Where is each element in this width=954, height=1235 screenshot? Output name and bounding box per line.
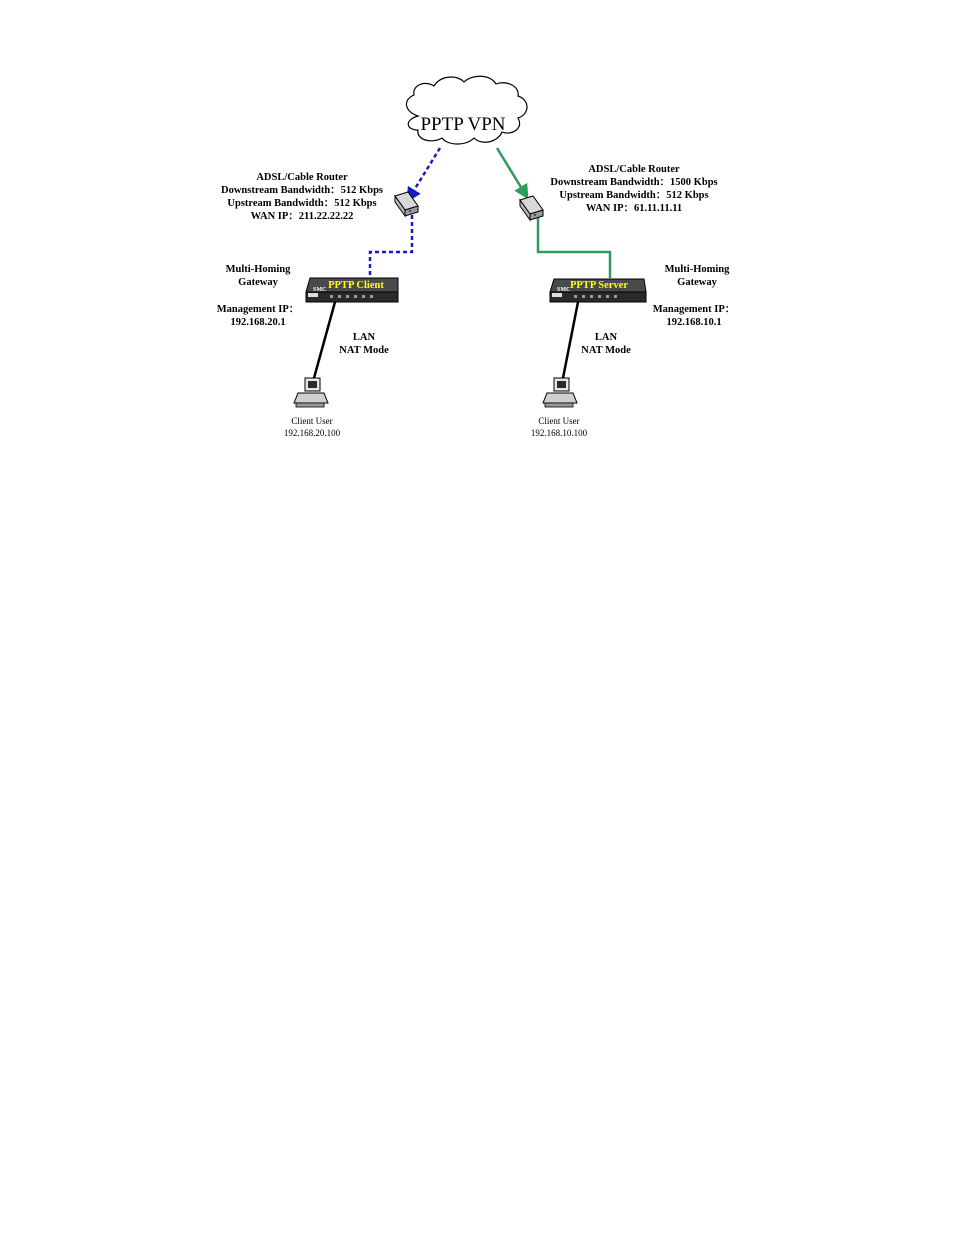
left-gateway-brand: SMC — [313, 287, 327, 293]
left-gateway-name-line2: Gateway — [238, 277, 278, 288]
right-gateway — [550, 264, 735, 328]
left-gateway-name-line1: Multi-Homing — [225, 264, 291, 275]
right-router — [520, 164, 718, 220]
right-gateway-name-line2: Gateway — [677, 277, 717, 288]
left-gateway-mgmt-label: Management IP： — [216, 304, 300, 315]
right-gateway-brand: SMC — [557, 287, 571, 293]
right-client-label: Client User — [538, 416, 580, 426]
left-client-ip: 192.168.20.100 — [283, 428, 341, 438]
left-lan-line2: NAT Mode — [339, 345, 389, 356]
right-router-wan-ip: WAN IP：61.11.11.11 — [585, 203, 683, 214]
computer-icon — [543, 378, 577, 407]
right-router-title: ADSL/Cable Router — [588, 164, 680, 175]
right-lan-line1: LAN — [594, 332, 618, 343]
computer-icon — [294, 378, 328, 407]
left-client-label: Client User — [291, 416, 333, 426]
left-lan-cable — [314, 302, 335, 378]
left-router — [221, 172, 418, 222]
left-lan-line1: LAN — [352, 332, 376, 343]
left-gateway-mgmt-ip: 192.168.20.1 — [230, 317, 286, 328]
left-gateway-badge: PPTP Client — [328, 280, 384, 291]
right-lan-line2: NAT Mode — [581, 345, 631, 356]
left-router-wan-ip: WAN IP：211.22.22.22 — [250, 211, 354, 222]
right-router-upstream: Upstream Bandwidth：512 Kbps — [559, 190, 709, 201]
router-icon — [395, 192, 418, 216]
right-router-downstream: Downstream Bandwidth：1500 Kbps — [550, 177, 718, 188]
left-client — [284, 378, 341, 438]
right-gateway-mgmt-label: Management IP： — [652, 304, 736, 315]
vpn-cloud — [406, 76, 527, 144]
right-gateway-name-line1: Multi-Homing — [664, 264, 730, 275]
right-gateway-badge: PPTP Server — [569, 280, 629, 291]
right-gateway-mgmt-ip: 192.168.10.1 — [666, 317, 722, 328]
cloud-label: PPTP VPN — [420, 114, 506, 135]
right-client — [531, 378, 588, 438]
left-router-title: ADSL/Cable Router — [256, 172, 348, 183]
right-lan-cable — [563, 302, 578, 378]
right-client-ip: 192.168.10.100 — [530, 428, 588, 438]
left-router-downstream: Downstream Bandwidth：512 Kbps — [220, 185, 384, 196]
router-icon — [520, 196, 543, 220]
left-router-upstream: Upstream Bandwidth：512 Kbps — [227, 198, 377, 209]
